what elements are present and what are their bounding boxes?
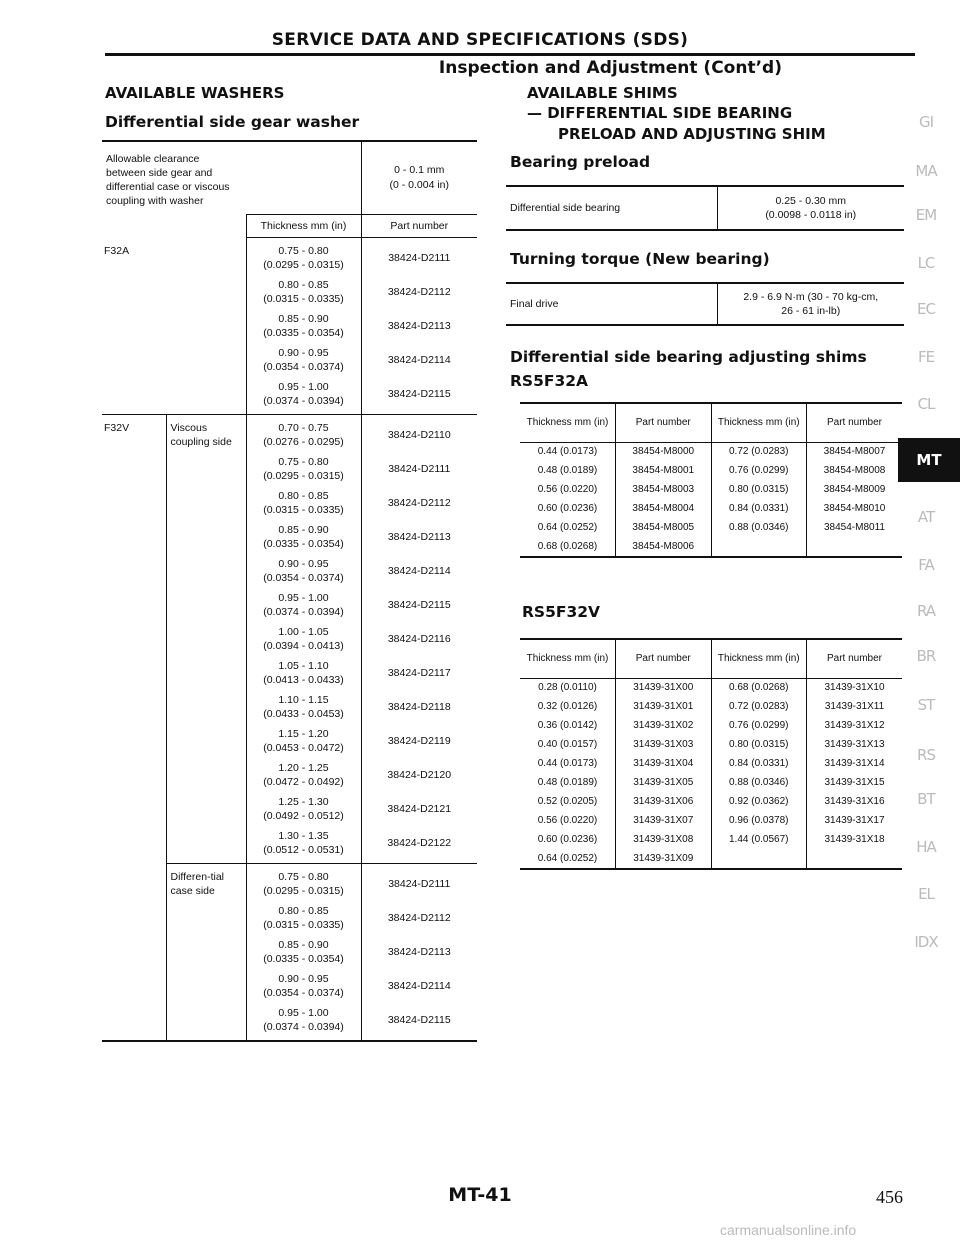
part-number-cell: 38424-D2114 — [387, 565, 451, 577]
section-tab-cl[interactable]: CL — [917, 395, 935, 413]
thickness-cell: 0.95 - 1.00 (0.0374 - 0.0394) — [246, 591, 361, 625]
shim-cell: 38454-M8006 — [616, 537, 712, 556]
bearing-preload-table — [506, 185, 904, 231]
shim-cell: 38454-M8010 — [807, 499, 903, 518]
table-row — [520, 773, 902, 792]
part-number-cell: 38424-D2118 — [387, 701, 451, 713]
part-number-cell: 38424-D2115 — [387, 388, 451, 400]
shim-cell: 0.72 (0.0283) — [711, 442, 807, 461]
shim-cell: 0.84 (0.0331) — [711, 754, 807, 773]
col-part-header: Part number — [361, 215, 477, 238]
table-row — [102, 238, 477, 279]
part-number-cell: 38424-D2112 — [387, 912, 451, 924]
shim-cell: 0.40 (0.0157) — [537, 739, 598, 750]
shim-cell: 31439-31X13 — [807, 735, 903, 754]
shim-cell: 31439-31X03 — [616, 735, 712, 754]
thickness-cell: 0.90 - 0.95 (0.0354 - 0.0374) — [246, 972, 361, 1006]
shim-cell: 0.68 (0.0268) — [537, 541, 598, 552]
shim-col-header: Part number — [807, 640, 903, 678]
part-number-cell: 38424-D2111 — [388, 252, 451, 264]
shim-cell: 38454-M8000 — [616, 442, 712, 461]
thickness-cell: 0.75 - 0.80 (0.0295 - 0.0315) — [246, 864, 361, 905]
thickness-cell: 1.20 - 1.25 (0.0472 - 0.0492) — [246, 761, 361, 795]
watermark: carmanualsonline.info — [720, 1222, 857, 1238]
table-row — [520, 499, 902, 518]
col-thickness-header: Thickness mm (in) — [246, 215, 361, 238]
side-cell — [166, 238, 246, 415]
title-rule — [105, 53, 915, 56]
shim-cell: 38454-M8004 — [616, 499, 712, 518]
table-row — [520, 480, 902, 499]
shim-cell: 0.60 (0.0236) — [537, 834, 598, 845]
shim-cell: 31439-31X08 — [616, 830, 712, 849]
table-row — [520, 792, 902, 811]
shim-cell: 31439-31X14 — [807, 754, 903, 773]
shim-cell: 38454-M8007 — [807, 442, 903, 461]
washer-table — [102, 140, 477, 1042]
shim-col-header: Part number — [807, 404, 903, 442]
shim-cell: 0.44 (0.0173) — [537, 758, 598, 769]
clearance-value: 0 - 0.1 mm (0 - 0.004 in) — [361, 142, 477, 215]
turning-torque-table — [506, 282, 904, 326]
table-row — [520, 811, 902, 830]
bearing-preload-value: 0.25 - 0.30 mm (0.0098 - 0.0118 in) — [717, 187, 904, 229]
shim-cell: 38454-M8011 — [807, 518, 903, 537]
model-cell — [102, 864, 166, 1041]
shim-cell: 1.44 (0.0567) — [711, 830, 807, 849]
shim-cell: 0.88 (0.0346) — [711, 518, 807, 537]
shim-col-header: Thickness mm (in) — [711, 404, 807, 442]
page-code: MT-41 — [448, 1184, 512, 1206]
shim-cell: 31439-31X18 — [807, 830, 903, 849]
shim-col-header: Part number — [616, 404, 712, 442]
thickness-cell: 0.75 - 0.80 (0.0295 - 0.0315) — [246, 455, 361, 489]
shim-cell — [807, 537, 903, 556]
part-number-cell: 38424-D2111 — [388, 463, 451, 475]
shim-col-header: Thickness mm (in) — [520, 640, 616, 678]
shim-cell: 0.48 (0.0189) — [537, 465, 598, 476]
side-cell: Differen-tial case side — [166, 864, 246, 1041]
part-number-cell: 38424-D2114 — [387, 354, 451, 366]
thickness-cell: 1.10 - 1.15 (0.0433 - 0.0453) — [246, 693, 361, 727]
thickness-cell: 0.70 - 0.75 (0.0276 - 0.0295) — [246, 415, 361, 456]
part-number-cell: 38424-D2122 — [387, 837, 452, 849]
rs5f32a-table — [520, 402, 902, 558]
turning-torque-label: Final drive — [510, 298, 559, 310]
shim-cell: 38454-M8009 — [807, 480, 903, 499]
table-row — [520, 442, 902, 461]
thickness-cell: 0.85 - 0.90 (0.0335 - 0.0354) — [246, 312, 361, 346]
available-washers-heading: AVAILABLE WASHERS — [105, 84, 285, 102]
section-tab-gi[interactable]: GI — [918, 113, 934, 131]
table-row — [520, 678, 902, 697]
shim-cell: 31439-31X15 — [807, 773, 903, 792]
shim-cell: 0.44 (0.0173) — [537, 446, 598, 458]
thickness-cell: 0.80 - 0.85 (0.0315 - 0.0335) — [246, 489, 361, 523]
shim-cell: 0.64 (0.0252) — [537, 853, 598, 864]
shim-cell: 31439-31X12 — [807, 716, 903, 735]
table-row — [520, 849, 902, 868]
side-gear-washer-heading: Differential side gear washer — [105, 113, 360, 131]
shims-subheading-1: — DIFFERENTIAL SIDE BEARING — [527, 104, 793, 122]
shim-cell: 31439-31X16 — [807, 792, 903, 811]
section-tab-idx[interactable]: IDX — [914, 933, 938, 951]
shim-col-header: Thickness mm (in) — [520, 404, 616, 442]
bearing-preload-heading: Bearing preload — [510, 153, 651, 171]
shim-cell: 0.48 (0.0189) — [537, 777, 598, 788]
thickness-cell: 0.75 - 0.80 (0.0295 - 0.0315) — [246, 238, 361, 279]
thickness-cell: 1.05 - 1.10 (0.0413 - 0.0433) — [246, 659, 361, 693]
side-cell: Viscous coupling side — [166, 415, 246, 864]
part-number-cell: 38424-D2110 — [361, 415, 477, 456]
table-row — [520, 537, 902, 556]
part-number-cell: 38424-D2119 — [387, 735, 451, 747]
part-number-cell: 38424-D2111 — [361, 864, 477, 905]
section-tab-el[interactable]: EL — [918, 885, 934, 903]
table-row — [102, 415, 477, 456]
thickness-cell: 1.00 - 1.05 (0.0394 - 0.0413) — [246, 625, 361, 659]
shim-cell: 0.56 (0.0220) — [537, 815, 598, 826]
shim-cell: 0.32 (0.0126) — [537, 701, 598, 712]
thickness-cell: 0.80 - 0.85 (0.0315 - 0.0335) — [246, 904, 361, 938]
shim-cell: 0.64 (0.0252) — [537, 522, 598, 533]
shim-cell: 38454-M8008 — [807, 461, 903, 480]
shim-cell: 31439-31X00 — [616, 678, 712, 697]
part-number-cell: 38424-D2113 — [387, 946, 451, 958]
part-number-cell: 38424-D2112 — [387, 286, 451, 298]
shim-cell: 31439-31X02 — [616, 716, 712, 735]
shim-cell: 0.80 (0.0315) — [711, 480, 807, 499]
shim-cell: 0.76 (0.0299) — [711, 716, 807, 735]
shim-col-header: Thickness mm (in) — [711, 640, 807, 678]
section-tab-ra[interactable]: RA — [916, 602, 936, 620]
shim-cell: 31439-31X01 — [616, 697, 712, 716]
part-number-cell: 38424-D2113 — [387, 531, 451, 543]
shim-cell: 0.52 (0.0205) — [537, 796, 598, 807]
part-number-cell: 38424-D2113 — [387, 320, 451, 332]
section-tab-br[interactable]: BR — [916, 647, 936, 665]
turning-torque-value: 2.9 - 6.9 N·m (30 - 70 kg-cm, 26 - 61 in-lb) — [717, 284, 904, 324]
bearing-preload-label: Differential side bearing — [510, 202, 621, 214]
table-row — [102, 864, 477, 905]
thickness-cell: 0.95 - 1.00 (0.0374 - 0.0394) — [246, 1006, 361, 1040]
shim-cell: 0.60 (0.0236) — [537, 503, 598, 514]
section-tab-st[interactable]: ST — [917, 696, 935, 714]
part-number-cell: 38424-D2121 — [387, 803, 452, 815]
table-row — [520, 830, 902, 849]
shim-cell: 0.68 (0.0268) — [711, 678, 807, 697]
shim-cell: 38454-M8003 — [616, 480, 712, 499]
model-cell: F32A — [104, 244, 130, 257]
shim-cell: 38454-M8001 — [616, 461, 712, 480]
shim-cell: 31439-31X09 — [616, 849, 712, 868]
shim-cell: 0.84 (0.0331) — [711, 499, 807, 518]
shim-cell: 31439-31X11 — [807, 697, 903, 716]
thickness-cell: 0.90 - 0.95 (0.0354 - 0.0374) — [246, 346, 361, 380]
shim-cell: 31439-31X07 — [616, 811, 712, 830]
rs5f32v-heading: RS5F32V — [522, 603, 601, 621]
shim-cell: 31439-31X06 — [616, 792, 712, 811]
page-number: 456 — [876, 1187, 903, 1207]
shim-cell: 31439-31X05 — [616, 773, 712, 792]
section-tab-at[interactable]: AT — [917, 508, 935, 526]
rs5f32v-table — [520, 638, 902, 870]
part-number-cell: 38424-D2120 — [387, 769, 452, 781]
section-tab-fa[interactable]: FA — [918, 556, 934, 574]
model-cell: F32V — [102, 415, 166, 864]
shim-cell: 38454-M8005 — [616, 518, 712, 537]
section-tab-ha[interactable]: HA — [916, 838, 936, 856]
shim-cell: 0.56 (0.0220) — [537, 484, 598, 495]
section-tab-ma[interactable]: MA — [915, 162, 937, 180]
thickness-cell: 0.95 - 1.00 (0.0374 - 0.0394) — [246, 380, 361, 415]
section-tab-ec[interactable]: EC — [917, 300, 935, 318]
section-tab-fe[interactable]: FE — [917, 348, 935, 366]
part-number-cell: 38424-D2115 — [387, 599, 451, 611]
clearance-label: Allowable clearance between side gear and differential case or viscous coupling with washer — [106, 153, 230, 207]
part-number-cell: 38424-D2116 — [387, 633, 451, 645]
table-row — [520, 697, 902, 716]
rs5f32a-heading: RS5F32A — [510, 372, 589, 390]
page-title: SERVICE DATA AND SPECIFICATIONS (SDS) — [271, 30, 689, 50]
shim-col-header: Part number — [616, 640, 712, 678]
thickness-cell: 0.80 - 0.85 (0.0315 - 0.0335) — [246, 278, 361, 312]
shim-cell: 31439-31X04 — [616, 754, 712, 773]
thickness-cell: 0.90 - 0.95 (0.0354 - 0.0374) — [246, 557, 361, 591]
section-tab-mt[interactable]: MT — [898, 438, 960, 482]
shim-cell: 0.76 (0.0299) — [711, 461, 807, 480]
table-row — [520, 735, 902, 754]
part-number-cell: 38424-D2117 — [387, 667, 451, 679]
thickness-cell: 1.30 - 1.35 (0.0512 - 0.0531) — [246, 829, 361, 864]
part-number-cell: 38424-D2112 — [387, 497, 451, 509]
table-row — [520, 518, 902, 537]
table-row — [520, 461, 902, 480]
shim-cell: 0.92 (0.0362) — [711, 792, 807, 811]
shim-cell: 31439-31X10 — [807, 678, 903, 697]
table-row — [520, 716, 902, 735]
shim-cell: 0.72 (0.0283) — [711, 697, 807, 716]
shim-cell: 0.88 (0.0346) — [711, 773, 807, 792]
table-row — [520, 754, 902, 773]
available-shims-heading: AVAILABLE SHIMS — [527, 84, 678, 102]
shims-subheading-2: PRELOAD AND ADJUSTING SHIM — [558, 125, 826, 143]
part-number-cell: 38424-D2114 — [387, 980, 451, 992]
shim-cell: 0.28 (0.0110) — [538, 682, 597, 694]
adjusting-shims-heading: Differential side bearing adjusting shims — [510, 348, 867, 366]
page-subtitle: Inspection and Adjustment (Cont’d) — [438, 58, 782, 78]
thickness-cell: 0.85 - 0.90 (0.0335 - 0.0354) — [246, 938, 361, 972]
shim-cell — [711, 537, 807, 556]
section-tab-bt[interactable]: BT — [917, 790, 935, 808]
turning-torque-heading: Turning torque (New bearing) — [510, 250, 770, 268]
thickness-cell: 1.15 - 1.20 (0.0453 - 0.0472) — [246, 727, 361, 761]
section-tab-em[interactable]: EM — [915, 206, 937, 224]
section-tab-rs[interactable]: RS — [917, 746, 935, 764]
shim-cell: 0.36 (0.0142) — [537, 720, 598, 731]
shim-cell — [711, 849, 807, 868]
shim-cell: 0.96 (0.0378) — [711, 811, 807, 830]
shim-cell: 0.80 (0.0315) — [711, 735, 807, 754]
section-tab-lc[interactable]: LC — [917, 254, 935, 272]
part-number-cell: 38424-D2115 — [387, 1014, 451, 1026]
shim-cell — [807, 849, 903, 868]
shim-cell: 31439-31X17 — [807, 811, 903, 830]
thickness-cell: 0.85 - 0.90 (0.0335 - 0.0354) — [246, 523, 361, 557]
thickness-cell: 1.25 - 1.30 (0.0492 - 0.0512) — [246, 795, 361, 829]
